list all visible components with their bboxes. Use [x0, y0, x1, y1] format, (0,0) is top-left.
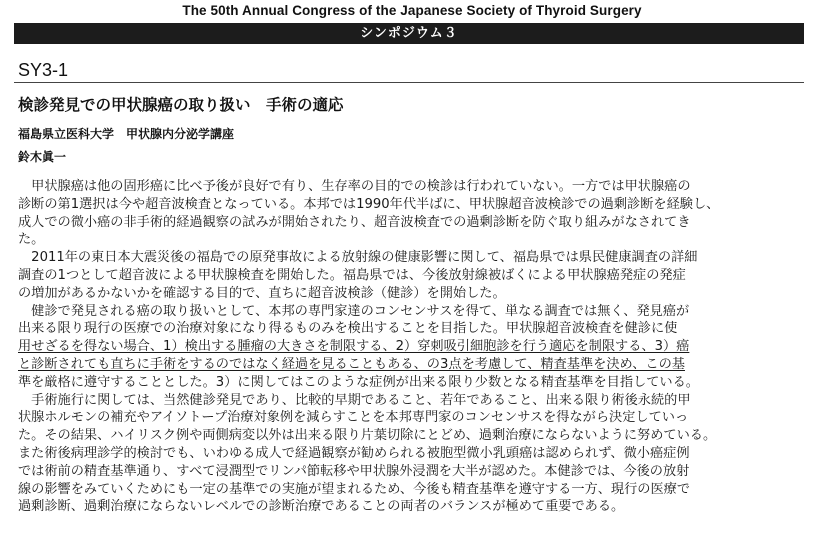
author-affiliation: 福島県立医科大学 甲状腺内分泌学講座: [18, 127, 235, 141]
body-line: [18, 445, 804, 463]
body-text: 調査の1つとして超音波による甲状腺検査を開始した。福島県では、今後放射線被ばくによる甲状腺癌発症の発症: [18, 267, 686, 283]
body-text: た。: [18, 232, 45, 248]
body-text: 診断の第1選択は今や超音波検査となっている。本邦では1990年代半ばに、甲状腺超音波検診での過剰診断を経験し、: [18, 196, 720, 212]
body-line-underlined: [18, 338, 804, 356]
body-text: 甲状腺癌は他の固形癌に比べ予後が良好で有り、生存率の目的での検診は行われていない。一方では甲状腺癌の: [18, 179, 691, 194]
body-text: 過剰診断、過剰治療にならないレベルでの診断治療であることの両者のバランスが極めて重要である。: [18, 499, 625, 515]
body-text: 用せざるを得ない場合、1）検出する腫瘤の大きさを制限する、2）穿刺吸引細胞診を行う適応を制限する、3）癌: [18, 339, 690, 355]
body-line: [18, 320, 804, 338]
symposium-banner: シンポジウム３: [14, 23, 804, 44]
author-name: 鈴木眞一: [18, 150, 67, 164]
abstract-body: [18, 178, 804, 516]
body-text: 準を厳格に遵守することとした。3）に関してはこのような症例が出来る限り少数となる精査基準を目指している。: [18, 374, 699, 390]
body-text: 健診で発見される癌の取り扱いとして、本邦の専門家達のコンセンサスを得て、単なる調査では無く、発見癌が: [18, 303, 690, 319]
body-text: 線の影響をみていくためにも一定の基準での実施が望まれるため、今後も精査基準を遵守する一方、現行の医療で: [18, 481, 691, 497]
body-text: た。その結果、ハイリスク例や両側病変以外は出来る限り片葉切除にとどめ、過剰治療にならないように努めている。: [18, 428, 717, 444]
body-line: [18, 267, 804, 285]
body-text: 出来る限り現行の医療での治療対象になり得るものみを検出することを目指した。甲状腺超音波検査を健診に使: [18, 321, 678, 337]
body-line: [18, 481, 804, 499]
session-id: SY3-1: [18, 60, 69, 80]
body-text: の増加があるかないかを確認する目的で、直ちに超音波検診（健診）を開始した。: [18, 285, 506, 301]
body-line: [18, 303, 804, 321]
body-line: [18, 214, 804, 232]
body-line: [18, 178, 804, 196]
body-line: [18, 374, 804, 392]
body-line: [18, 463, 804, 481]
body-text: 状腺ホルモンの補充やアイソトープ治療対象例を減らすことを本邦専門家のコンセンサスを得ながら決定していっ: [18, 410, 689, 426]
body-line: [18, 409, 804, 427]
congress-header: The 50th Annual Congress of the Japanese Society of Thyroid Surgery: [182, 3, 642, 18]
body-line: [18, 196, 804, 214]
body-line: [18, 285, 804, 303]
body-text: 手術施行に関しては、当然健診発見であり、比較的早期であること、若年であること、出来る限り術後永続的甲: [18, 392, 691, 408]
body-line: [18, 498, 804, 516]
session-divider: [14, 82, 804, 83]
abstract-title: 検診発見での甲状腺癌の取り扱い 手術の適応: [18, 96, 344, 114]
body-line: [18, 231, 804, 249]
body-text: 2011年の東日本大震災後の福島での原発事故による放射線の健康影響に関して、福島県では県民健康調査の詳細: [18, 250, 698, 266]
body-line: [18, 249, 804, 267]
body-line: [18, 392, 804, 410]
body-text: では術前の精査基準通り、すべて浸潤型でリンパ節転移や甲状腺外浸潤を大半が認めた。本健診では、今後の放射: [18, 463, 690, 479]
body-line: [18, 427, 804, 445]
body-text: と診断されても直ちに手術をするのではなく経過を見ることもある、の3点を考慮して、精査基準を決め、この基: [18, 356, 685, 372]
body-line-underlined: [18, 356, 804, 374]
body-text: 成人での微小癌の非手術的経過観察の試みが開始されたり、超音波検査での過剰診断を防ぐ取り組みがなされてき: [18, 214, 691, 230]
body-text: また術後病理診学的検討でも、いわゆる成人で経過観察が勧められる被胞型微小乳頭癌は認められず、微小癌症例: [18, 445, 690, 461]
